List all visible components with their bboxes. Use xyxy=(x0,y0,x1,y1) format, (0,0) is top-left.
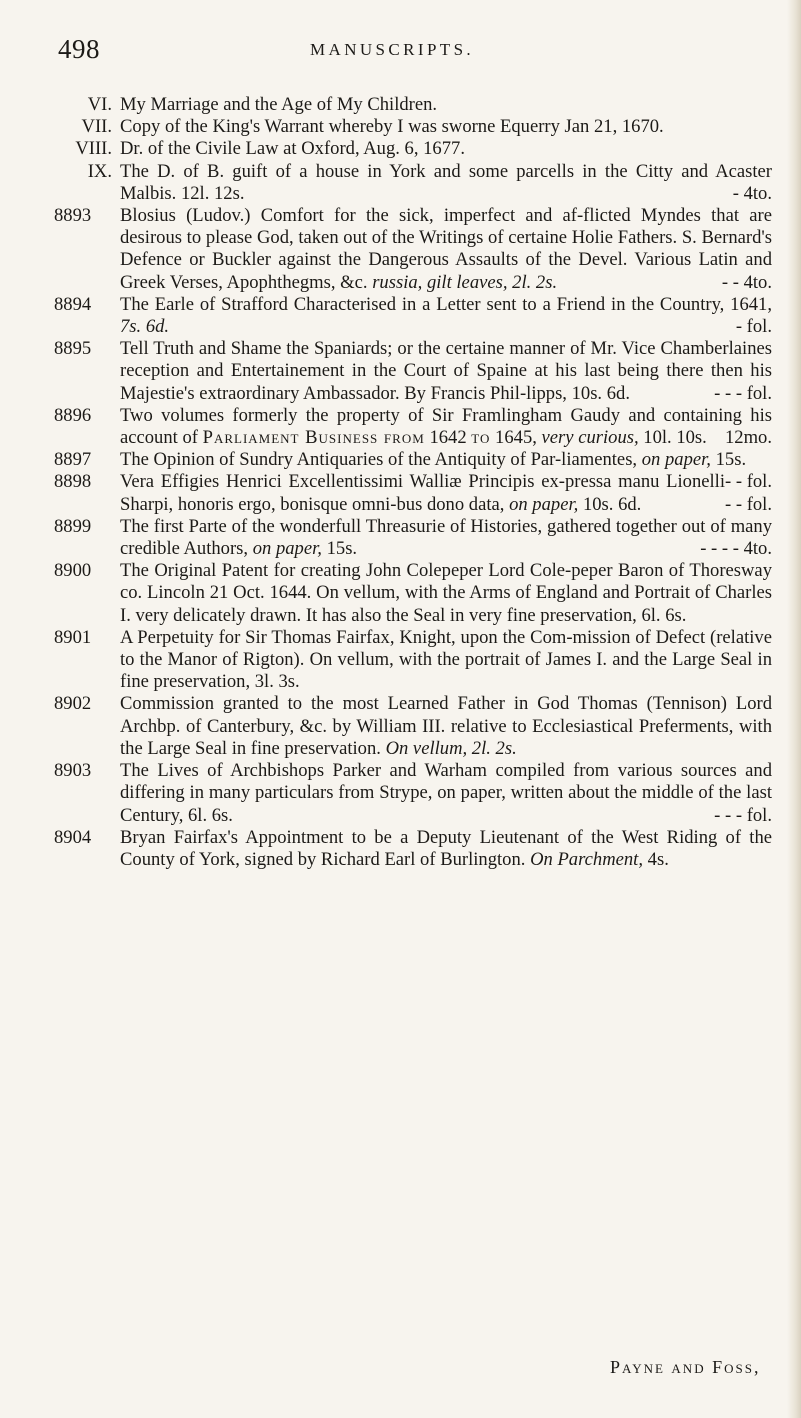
entry-price: 10s. 6d. xyxy=(582,493,642,515)
entry-text: The D. of B. guift of a house in York and some parcells in the Citty and Acaster Malbis. 12l. 12s. - 4to. xyxy=(120,160,772,204)
entry-price: 4s. xyxy=(647,848,669,870)
entry-price: 10l. 10s. xyxy=(643,427,707,449)
list-item xyxy=(56,161,772,205)
entry-note: on paper, xyxy=(509,493,579,515)
list-item xyxy=(56,94,772,116)
entry-text: The Opinion of Sundry Antiquaries of the Antiquity of Par-liamentes, on paper, 15s. - - fol. xyxy=(120,449,772,493)
list-item xyxy=(56,560,772,627)
entry-format: - - - fol. xyxy=(714,804,772,826)
list-item xyxy=(56,294,772,338)
entry-format: 12mo. xyxy=(724,427,772,449)
entry-format: - fol. xyxy=(735,316,772,338)
list-item xyxy=(56,338,772,405)
entry-number: VII. xyxy=(81,116,112,138)
entry-note: On vellum, 2l. 2s. xyxy=(385,737,517,759)
lot-number: 8894 xyxy=(54,293,92,315)
entry-text: Vera Effigies Henrici Excellentissimi Walliæ Principis ex-pressa manu Lionelli Sharpi, honoris ergo, bonisque omni-bus dono data, on paper, 10s. 6d. - - fol. xyxy=(120,471,772,515)
entry-format: - 4to. xyxy=(732,182,772,204)
entry-price: 15s. xyxy=(326,538,358,560)
lot-number: 8899 xyxy=(54,515,92,537)
list-item xyxy=(56,471,772,515)
entry-format: - - 4to. xyxy=(721,271,772,293)
lot-number: 8895 xyxy=(54,338,92,360)
entry-format: - - fol. xyxy=(725,471,772,493)
lot-number: 8898 xyxy=(54,471,92,493)
entry-note: on paper, xyxy=(252,538,322,560)
entry-text: Copy of the King's Warrant whereby I was sworne Equerry Jan 21, 1670. xyxy=(120,116,664,138)
entry-number: IX. xyxy=(87,160,112,182)
lot-number: 8893 xyxy=(54,205,92,227)
page-edge-shadow xyxy=(787,0,801,1418)
entry-price: 15s. xyxy=(715,449,747,471)
lot-number: 8902 xyxy=(54,693,92,715)
list-item xyxy=(56,405,772,449)
running-head: MANUSCRIPTS. xyxy=(310,40,475,59)
entry-format: - - - - 4to. xyxy=(700,538,772,560)
entry-note: very curious, xyxy=(541,427,639,449)
entry-note: on paper, xyxy=(641,449,711,471)
entry-binding: russia, gilt leaves, 2l. 2s. xyxy=(372,271,558,293)
entry-number: VIII. xyxy=(75,138,112,160)
entry-text: The Original Patent for creating John Colepeper Lord Cole-peper Baron of Thoresway co. Lincoln 21 Oct. 1644. On vellum, with the Arms of England and Portrait of Charles I. very delicately drawn. It has also the Seal in very fine preservation, 6l. 6s. xyxy=(120,560,772,626)
list-item xyxy=(56,627,772,694)
entry-text: Tell Truth and Shame the Spaniards; or the certaine manner of Mr. Vice Chamberlaines reception and Entertainement in the Court of Spaine at his last being there then his Majestie's extraordinary Ambassador. By Francis Phil-lipps, 10s. 6d. - - - fol. xyxy=(120,338,772,404)
list-item xyxy=(56,138,772,160)
entry-text: Commission granted to the most Learned Father in God Thomas (Tennison) Lord Archbp. of Canterbury, &c. by William III. relative to Ecclesiastical Preferments, with the Large Seal in fine preservation. On vellum, 2l. 2s. xyxy=(120,693,772,759)
entry-text: The first Parte of the wonderfull Threasurie of Histories, gathered together out of many credible Authors, on paper, 15s. - - - - 4to. xyxy=(120,515,772,560)
lot-number: 8904 xyxy=(54,826,92,848)
entry-note: On Parchment, xyxy=(530,848,643,870)
entry-list xyxy=(56,94,772,871)
entry-text: The Lives of Archbishops Parker and Warham compiled from various sources and differing in many particulars from Strype, on paper, written about the middle of the last Century, 6l. 6s. - - - fol. xyxy=(120,760,772,826)
lot-number: 8897 xyxy=(54,449,92,471)
page-number: 498 xyxy=(58,34,100,64)
list-item xyxy=(56,760,772,827)
list-item xyxy=(56,516,772,560)
lot-number: 8900 xyxy=(54,560,92,582)
entry-number: VI. xyxy=(87,94,112,115)
list-item xyxy=(56,205,772,294)
lot-number: 8896 xyxy=(54,404,92,426)
list-item xyxy=(56,827,772,871)
entry-text: My Marriage and the Age of My Children. xyxy=(120,94,438,115)
entry-price: 7s. 6d. xyxy=(120,316,170,338)
entry-smallcaps: Parliament Business from xyxy=(202,427,425,449)
lot-number: 8903 xyxy=(54,760,92,782)
entry-text: Bryan Fairfax's Appointment to be a Deputy Lieutenant of the West Riding of the County of York, signed by Richard Earl of Burlington. On Parchment, 4s. xyxy=(120,826,772,870)
entry-format: - - - fol. xyxy=(714,382,772,404)
list-item xyxy=(56,116,772,138)
lot-number: 8901 xyxy=(54,626,92,648)
publisher-signature: Payne and Foss, xyxy=(610,1357,761,1377)
entry-text: Dr. of the Civile Law at Oxford, Aug. 6, 1677. xyxy=(120,138,465,160)
entry-text: The Earle of Strafford Characterised in a Letter sent to a Friend in the Country, 1641, 7s. 6d. - fol. xyxy=(120,293,772,338)
entry-format: - - fol. xyxy=(725,493,772,515)
entry-text: Blosius (Ludov.) Comfort for the sick, imperfect and af-flicted Myndes that are desirous to please God, taken out of the Writings of certaine Holie Fathers. S. Bernard's Defence or Buckler against the Dangerous Assaults of the Devel. Various Latin and Greek Verses, Apophthegms, &c. russia, gilt leaves, 2l. 2s. - - 4to. xyxy=(120,205,772,293)
entry-text: Two volumes formerly the property of Sir Framlingham Gaudy and containing his account of Parliament Business from 1642 to 1645, very curious, 10l. 10s. 12mo. xyxy=(120,404,772,449)
list-item xyxy=(56,693,772,760)
entry-text: A Perpetuity for Sir Thomas Fairfax, Knight, upon the Com-mission of Defect (relative to the Manor of Rigton). On vellum, with the portrait of James I. and the Large Seal in fine preservation, 3l. 3s. xyxy=(120,626,772,693)
